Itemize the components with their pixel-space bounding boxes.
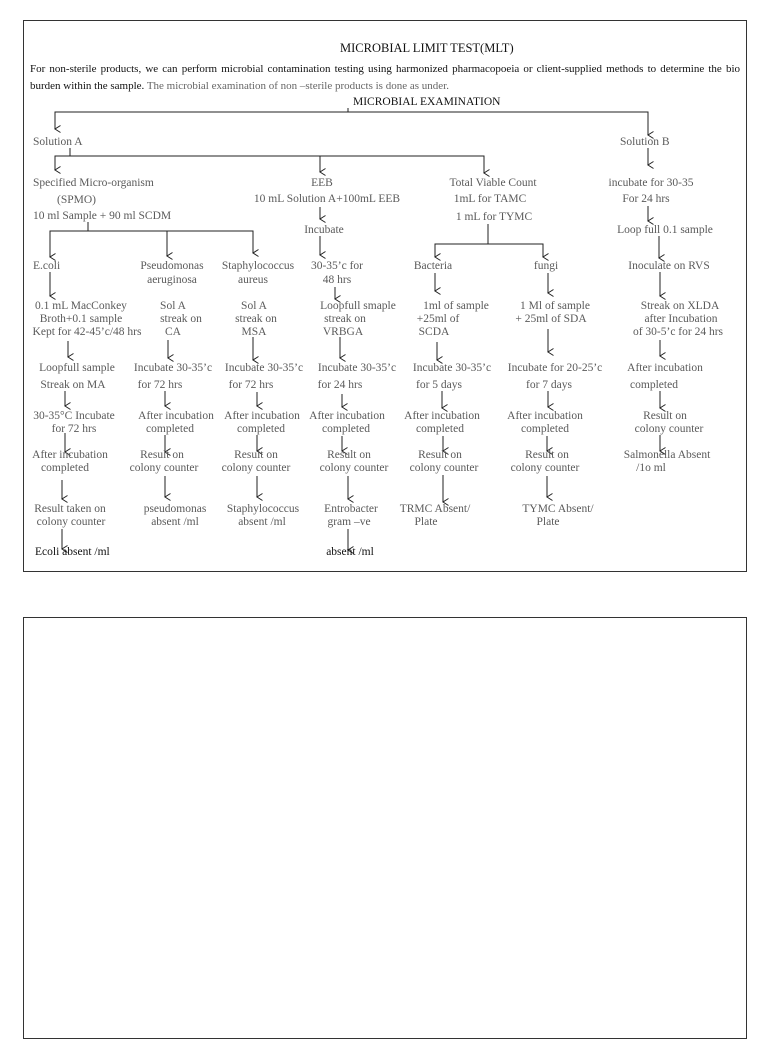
pseudo-step-incubate: Incubate 30-35’c xyxy=(133,362,213,374)
eb-step-duration: 48 hrs xyxy=(322,274,352,286)
bacteria-step-incubate: Incubate 30-35’c xyxy=(412,362,492,374)
staph-result-name: Staphylococcus xyxy=(226,503,300,515)
ecoli-completed: completed xyxy=(41,462,89,474)
solb-result-unit: /1o ml xyxy=(636,462,666,474)
solution-b-node: Solution B xyxy=(620,136,670,148)
ecoli-result-taken: Result taken on xyxy=(34,503,106,515)
solb-after-incubation: After incubation xyxy=(627,362,703,374)
page-title: MICROBIAL LIMIT TEST(MLT) xyxy=(340,41,514,55)
staph-colony-counter: colony counter xyxy=(221,462,291,474)
solb-result-salmonella: Salmonella Absent xyxy=(623,449,711,461)
staph-node-species: aureus xyxy=(237,274,269,286)
fungi-colony-counter: colony counter xyxy=(510,462,580,474)
staph-result-absent: absent /ml xyxy=(238,516,286,528)
tvc-node-tamc: 1mL for TAMC xyxy=(453,193,527,205)
fungi-step-incubate: Incubate for 20-25’c xyxy=(507,362,603,374)
pseudo-node-title: Pseudomonas xyxy=(140,260,204,272)
fungi-result: TYMC Absent/ xyxy=(522,503,594,515)
solb-step-rvs: Inoculate on RVS xyxy=(628,260,710,272)
bacteria-step-sample: 1ml of sample xyxy=(423,300,489,312)
pseudo-step-sola: Sol A xyxy=(160,300,186,312)
solb-result-on: Result on xyxy=(643,410,687,422)
bacteria-step-scda: SCDA xyxy=(418,326,450,338)
staph-step-duration: for 72 hrs xyxy=(228,379,274,391)
bacteria-result-on: Result on xyxy=(418,449,462,461)
ecoli-node-title: E.coli xyxy=(33,260,61,272)
eb-after-incubation: After incubation xyxy=(309,410,385,422)
fungi-step-medium: + 25ml of SDA xyxy=(515,313,587,325)
tvc-node-title: Total Viable Count xyxy=(449,177,537,189)
ecoli-step-duration: for 72 hrs xyxy=(51,423,97,435)
eeb-node-incubate: Incubate xyxy=(304,224,344,236)
solb-step-temp: of 30-5’c for 24 hrs xyxy=(632,326,724,338)
ecoli-step-loopfull: Loopfull sample xyxy=(39,362,115,374)
eb-step-streak: streak on xyxy=(324,313,366,325)
staph-completed: completed xyxy=(237,423,285,435)
eb-step-loopfull: Loopfull smaple xyxy=(320,300,396,312)
bacteria-step-duration: for 5 days xyxy=(416,379,462,391)
fungi-after-incubation: After incubation xyxy=(507,410,583,422)
ecoli-step-kept: Kept for 42-45’c/48 hrs xyxy=(32,326,142,338)
eb-colony-counter: colony counter xyxy=(319,462,389,474)
staph-after-incubation: After incubation xyxy=(224,410,300,422)
solb-step-after: after Incubation xyxy=(644,313,718,325)
fungi-result-on: Result on xyxy=(525,449,569,461)
bacteria-node-title: Bacteria xyxy=(413,260,453,272)
bacteria-step-medium: +25ml of xyxy=(416,313,460,325)
eeb-node-sample: 10 mL Solution A+100mL EEB xyxy=(253,193,401,205)
ecoli-step-incubate: 30-35°C Incubate xyxy=(33,410,115,422)
ecoli-step-sample: Broth+0.1 sample xyxy=(39,313,123,325)
fungi-result-plate: Plate xyxy=(536,516,560,528)
ecoli-colony-counter: colony counter xyxy=(36,516,106,528)
eb-result-gram: gram –ve xyxy=(327,516,371,528)
solution-a-node: Solution A xyxy=(33,136,83,148)
pseudo-result-absent: absent /ml xyxy=(151,516,199,528)
eb-step-medium: VRBGA xyxy=(322,326,364,338)
staph-node-title: Staphylococcus xyxy=(221,260,295,272)
fungi-completed: completed xyxy=(521,423,569,435)
eb-result-absent: absent /ml xyxy=(326,546,374,558)
eeb-node-title: EEB xyxy=(311,177,333,189)
pseudo-completed: completed xyxy=(146,423,194,435)
ecoli-after-incubation: After incubation xyxy=(32,449,108,461)
pseudo-step-duration: for 72 hrs xyxy=(137,379,183,391)
eb-step-incubate: Incubate 30-35’c xyxy=(317,362,397,374)
fungi-step-duration: for 7 days xyxy=(526,379,572,391)
ecoli-step-streak: Streak on MA xyxy=(40,379,106,391)
solb-step-xlda: Streak on XLDA xyxy=(640,300,720,312)
pseudo-colony-counter: colony counter xyxy=(129,462,199,474)
pseudo-step-streak: streak on xyxy=(160,313,202,325)
spmo-node-abbr: (SPMO) xyxy=(57,194,96,206)
pseudo-result-name: pseudomonas xyxy=(143,503,207,515)
bacteria-result-plate: Plate xyxy=(414,516,438,528)
pseudo-node-species: aeruginosa xyxy=(147,274,197,286)
ecoli-step-broth: 0.1 mL MacConkey xyxy=(35,300,127,312)
bacteria-result: TRMC Absent/ xyxy=(399,503,471,515)
eb-result-name: Entrobacter xyxy=(324,503,378,515)
staph-step-streak: streak on xyxy=(235,313,277,325)
eb-step-temp: 30-35’c for xyxy=(310,260,364,272)
intro-note: The microbial examination of non –sterile products is done as under. xyxy=(146,80,449,92)
eb-result-on: Result on xyxy=(327,449,371,461)
section-heading: MICROBIAL EXAMINATION xyxy=(353,96,501,108)
pseudo-step-medium: CA xyxy=(165,326,181,338)
eb-step-hours: for 24 hrs xyxy=(317,379,363,391)
eb-completed: completed xyxy=(322,423,370,435)
intro-text: For non-sterile products, we can perform microbial contamination testing using harmonized pharmacopoeia or client-supplied methods to determine the bio burden within the sample. xyxy=(30,63,740,92)
solb-step-loopfull: Loop full 0.1 sample xyxy=(617,224,713,236)
pseudo-after-incubation: After incubation xyxy=(138,410,214,422)
solb-colony-counter: colony counter xyxy=(634,423,704,435)
spmo-node-title: Specified Micro-organism xyxy=(33,177,154,189)
staph-step-incubate: Incubate 30-35’c xyxy=(224,362,304,374)
staph-step-medium: MSA xyxy=(241,326,267,338)
staph-result-on: Result on xyxy=(234,449,278,461)
bacteria-after-incubation: After incubation xyxy=(404,410,480,422)
spmo-node-sample: 10 ml Sample + 90 ml SCDM xyxy=(33,210,172,222)
fungi-node-title: fungi xyxy=(533,260,559,272)
tvc-node-tymc: 1 mL for TYMC xyxy=(455,211,533,223)
bacteria-colony-counter: colony counter xyxy=(409,462,479,474)
solb-completed: completed xyxy=(630,379,678,391)
pseudo-result-on: Result on xyxy=(140,449,184,461)
staph-step-sola: Sol A xyxy=(241,300,267,312)
solb-step-duration: For 24 hrs xyxy=(622,193,670,205)
bacteria-completed: completed xyxy=(416,423,464,435)
fungi-step-sample: 1 Ml of sample xyxy=(520,300,590,312)
solb-step-incubate: incubate for 30-35 xyxy=(608,177,694,189)
ecoli-result: Ecoli absent /ml xyxy=(35,546,110,558)
